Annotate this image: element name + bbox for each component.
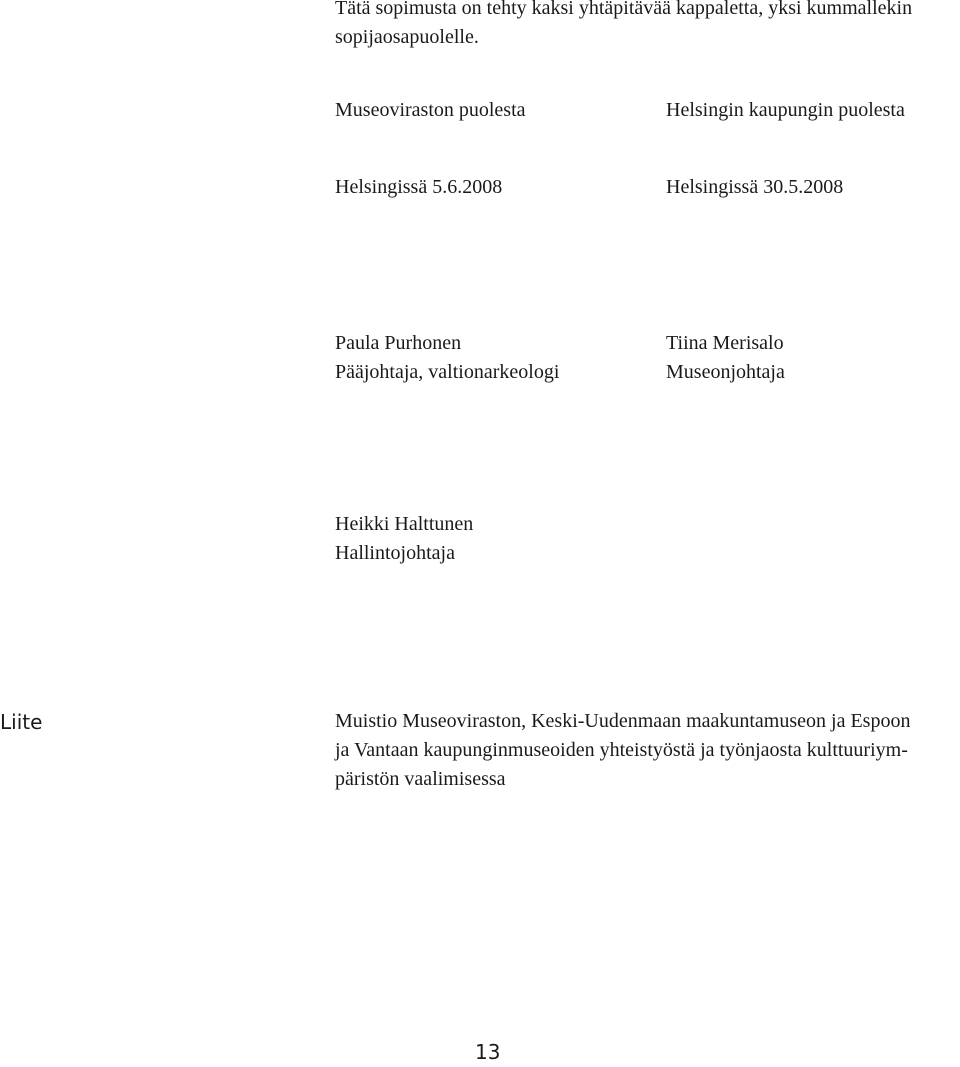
right-place-date: Helsingissä 30.5.2008 — [666, 176, 844, 198]
attachment-line-3: päristön vaalimisessa — [335, 768, 506, 790]
signatory-name: Tiina Merisalo — [666, 332, 784, 354]
signatory-title: Pääjohtaja, valtionarkeologi — [335, 361, 560, 383]
signatory-left-1 — [335, 329, 559, 387]
signatory-name: Heikki Halttunen — [335, 513, 474, 535]
signatory-title: Museonjohtaja — [666, 361, 785, 383]
intro-line-1: Tätä sopimusta on tehty kaksi yhtäpitävää kappaletta, yksi kummallekin — [335, 0, 913, 19]
attachment-description — [335, 707, 910, 794]
signatory-title: Hallintojohtaja — [335, 542, 455, 564]
attachment-line-2: ja Vantaan kaupunginmuseoiden yhteistyöstä ja työnjaosta kulttuuriym- — [335, 739, 908, 761]
signatory-name: Paula Purhonen — [335, 332, 462, 354]
left-party-on-behalf: Museoviraston puolesta — [335, 99, 526, 121]
intro-paragraph — [335, 0, 912, 52]
attachment-label: Liite — [0, 710, 43, 734]
right-party-on-behalf: Helsingin kaupungin puolesta — [666, 99, 905, 121]
left-place-date: Helsingissä 5.6.2008 — [335, 176, 503, 198]
signatory-left-2 — [335, 510, 473, 568]
page-number: 13 — [475, 1040, 501, 1064]
attachment-line-1: Muistio Museoviraston, Keski-Uudenmaan maakuntamuseon ja Espoon — [335, 710, 911, 732]
signatory-right-1 — [666, 329, 785, 387]
intro-line-2: sopijaosapuolelle. — [335, 26, 479, 48]
